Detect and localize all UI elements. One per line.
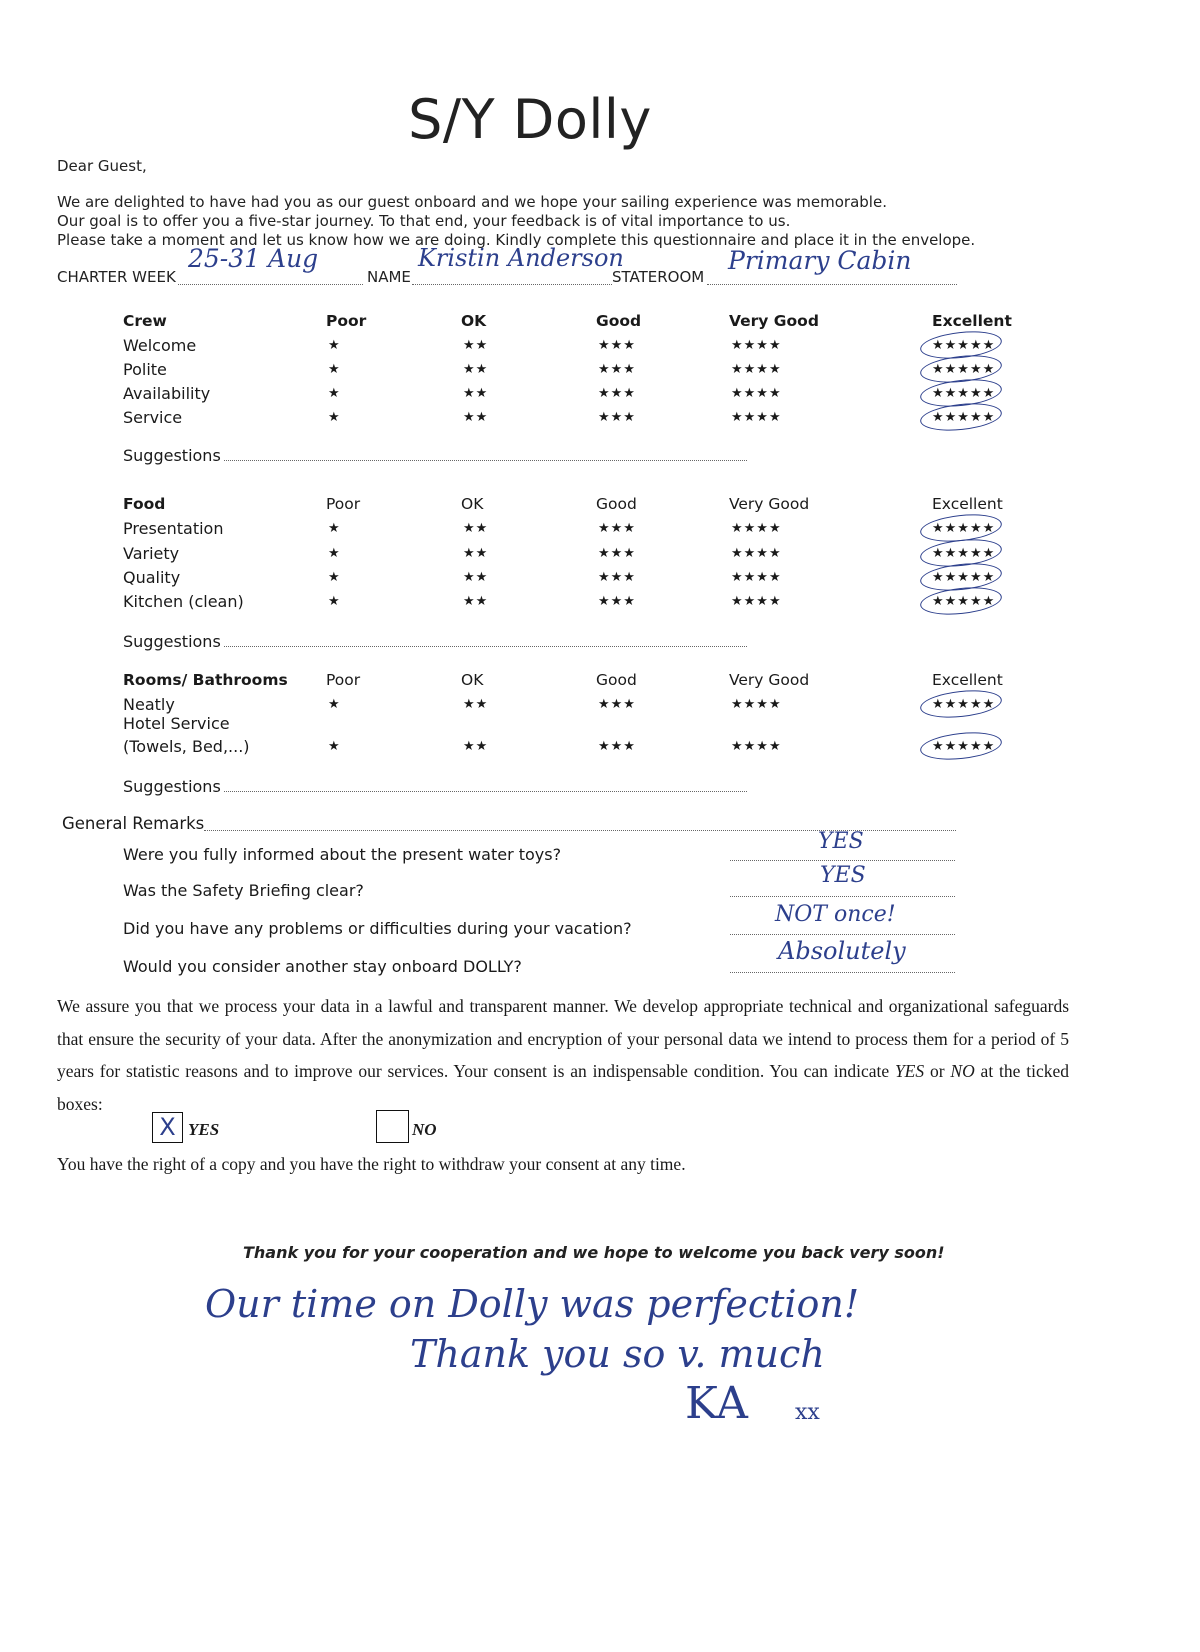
rating-row-label: Polite <box>123 360 167 379</box>
column-header: Good <box>596 671 637 689</box>
section-title: Crew <box>123 312 167 330</box>
rating-option-stars[interactable]: ★★★★ <box>731 386 782 401</box>
rating-option-stars[interactable]: ★★★ <box>598 697 636 712</box>
general-answer[interactable]: YES <box>820 863 866 888</box>
rating-row-label: Hotel Service <box>123 714 230 733</box>
general-answer[interactable]: Absolutely <box>778 937 906 965</box>
rating-option-stars[interactable]: ★★★★ <box>731 521 782 536</box>
handwritten-note-line-2: Thank you so v. much <box>410 1332 825 1376</box>
general-answer-line <box>730 972 955 973</box>
rating-option-stars[interactable]: ★★ <box>463 697 489 712</box>
general-question: Would you consider another stay onboard DOLLY? <box>123 957 522 976</box>
intro-line-3: Please take a moment and let us know how we are doing. Kindly complete this questionnaire and place it in the envelope. <box>57 231 976 249</box>
consent-text-part2: at the ticked boxes: <box>57 1061 1069 1114</box>
consent-or-word: or <box>924 1061 951 1081</box>
rating-option-stars[interactable]: ★★★★★ <box>932 546 996 561</box>
section-title: Food <box>123 495 166 513</box>
consent-text-part1: We assure you that we process your data in a lawful and transparent manner. We develop appropriate technical and organizational safeguards that ensure the security of your data. After the anonymization and encryption of your personal data we intend to process them for a period of 5 years for statistic reasons and to improve our services. Your consent is an indispensable condition. You can indicate <box>57 996 1069 1081</box>
rating-option-stars[interactable]: ★★★ <box>598 546 636 561</box>
greeting: Dear Guest, <box>57 157 147 175</box>
thank-you-text: Thank you for your cooperation and we hope to welcome you back very soon! <box>243 1243 945 1262</box>
rating-row-label-continued: (Towels, Bed,...) <box>123 737 250 756</box>
intro-line-1: We are delighted to have had you as our guest onboard and we hope your sailing experience was memorable. <box>57 193 887 211</box>
column-header: OK <box>461 312 487 330</box>
rating-row-label: Availability <box>123 384 211 403</box>
rating-option-stars[interactable]: ★★★★ <box>731 362 782 377</box>
selected-rating-circle <box>919 687 1003 721</box>
charter-week-label: CHARTER WEEK <box>57 268 176 286</box>
suggestions-input-line[interactable] <box>224 460 747 461</box>
rating-option-stars[interactable]: ★ <box>328 410 341 425</box>
column-header: Poor <box>326 312 367 330</box>
rating-option-stars[interactable]: ★ <box>328 338 341 353</box>
rating-option-stars[interactable]: ★★ <box>463 521 489 536</box>
consent-no-word: NO <box>950 1061 975 1081</box>
column-header: Good <box>596 312 642 330</box>
charter-week-field-line <box>178 284 363 285</box>
consent-paragraph <box>57 990 1069 1120</box>
rating-row-label: Variety <box>123 544 180 563</box>
column-header: Excellent <box>932 312 1012 330</box>
column-header: OK <box>461 671 484 689</box>
rating-option-stars[interactable]: ★★★★ <box>731 546 782 561</box>
suggestions-label: Suggestions <box>123 632 221 651</box>
general-remarks-title: General Remarks <box>62 814 205 833</box>
rating-option-stars[interactable]: ★ <box>328 697 341 712</box>
rating-option-stars[interactable]: ★★★★★ <box>932 594 996 609</box>
rating-option-stars[interactable]: ★★★★★ <box>932 410 996 425</box>
rating-option-stars[interactable]: ★★ <box>463 739 489 754</box>
column-header: Poor <box>326 671 361 689</box>
column-header: Very Good <box>729 312 819 330</box>
general-answer[interactable]: NOT once! <box>775 902 896 927</box>
rating-option-stars[interactable]: ★★ <box>463 338 489 353</box>
column-header: Excellent <box>932 671 1003 689</box>
column-header: OK <box>461 495 484 513</box>
suggestions-label: Suggestions <box>123 777 221 796</box>
rating-option-stars[interactable]: ★★★★★ <box>932 338 996 353</box>
rating-option-stars[interactable]: ★★★ <box>598 386 636 401</box>
rating-row-label: Neatly <box>123 695 175 714</box>
suggestions-input-line[interactable] <box>224 791 747 792</box>
rating-option-stars[interactable]: ★★ <box>463 546 489 561</box>
general-question: Were you fully informed about the present water toys? <box>123 845 562 864</box>
rating-option-stars[interactable]: ★★★★★ <box>932 521 996 536</box>
rating-row-label: Welcome <box>123 336 197 355</box>
stateroom-label: STATEROOM <box>612 268 705 286</box>
rating-option-stars[interactable]: ★ <box>328 570 341 585</box>
rating-option-stars[interactable]: ★ <box>328 386 341 401</box>
rating-option-stars[interactable]: ★ <box>328 739 341 754</box>
rating-option-stars[interactable]: ★★★★ <box>731 338 782 353</box>
handwritten-note-line-1: Our time on Dolly was perfection! <box>205 1282 860 1326</box>
general-question: Was the Safety Briefing clear? <box>123 881 364 900</box>
consent-yes-checkbox[interactable] <box>152 1112 183 1143</box>
rating-option-stars[interactable]: ★★ <box>463 570 489 585</box>
consent-yes-word: YES <box>894 1061 925 1081</box>
column-header: Very Good <box>729 671 810 689</box>
rating-option-stars[interactable]: ★★★ <box>598 739 636 754</box>
rating-option-stars[interactable]: ★★★ <box>598 410 636 425</box>
rating-option-stars[interactable]: ★★★★ <box>731 739 782 754</box>
general-answer-line <box>730 896 955 897</box>
rating-option-stars[interactable]: ★ <box>328 521 341 536</box>
name-field-line <box>412 284 612 285</box>
rating-option-stars[interactable]: ★★ <box>463 594 489 609</box>
rating-row-label: Presentation <box>123 519 224 538</box>
rating-option-stars[interactable]: ★★★★ <box>731 594 782 609</box>
rating-option-stars[interactable]: ★★★★ <box>731 697 782 712</box>
stateroom-value[interactable]: Primary Cabin <box>728 246 912 275</box>
column-header: Very Good <box>729 495 810 513</box>
consent-no-label: NO <box>412 1120 437 1139</box>
rating-option-stars[interactable]: ★ <box>328 362 341 377</box>
rating-option-stars[interactable]: ★★★★★ <box>932 697 996 712</box>
rating-option-stars[interactable]: ★★★★★ <box>932 570 996 585</box>
intro-line-2: Our goal is to offer you a five-star journey. To that end, your feedback is of vital importance to us. <box>57 212 791 230</box>
consent-no-checkbox[interactable] <box>376 1110 409 1143</box>
name-value[interactable]: Kristin Anderson <box>418 244 624 272</box>
selected-rating-circle <box>919 729 1003 763</box>
rating-option-stars[interactable]: ★★ <box>463 410 489 425</box>
general-question: Did you have any problems or difficulties during your vacation? <box>123 919 632 938</box>
rating-option-stars[interactable]: ★★★★★ <box>932 739 996 754</box>
handwritten-signature-kisses: xx <box>795 1400 820 1425</box>
rating-option-stars[interactable]: ★★★★★ <box>932 362 996 377</box>
name-label: NAME <box>367 268 411 286</box>
rating-option-stars[interactable]: ★★★ <box>598 594 636 609</box>
withdraw-text: You have the right of a copy and you have the right to withdraw your consent at any time. <box>57 1154 686 1174</box>
column-header: Excellent <box>932 495 1003 513</box>
rating-row-label: Quality <box>123 568 181 587</box>
rating-row-label: Kitchen (clean) <box>123 592 244 611</box>
rating-option-stars[interactable]: ★ <box>328 546 341 561</box>
charter-week-value[interactable]: 25-31 Aug <box>188 244 319 273</box>
rating-option-stars[interactable]: ★★★ <box>598 521 636 536</box>
section-title: Rooms/ Bathrooms <box>123 671 288 689</box>
suggestions-label: Suggestions <box>123 446 221 465</box>
column-header: Good <box>596 495 637 513</box>
rating-option-stars[interactable]: ★★★★ <box>731 570 782 585</box>
rating-option-stars[interactable]: ★ <box>328 594 341 609</box>
rating-option-stars[interactable]: ★★★★ <box>731 410 782 425</box>
general-answer[interactable]: YES <box>818 829 864 854</box>
general-answer-line <box>730 934 955 935</box>
rating-option-stars[interactable]: ★★★ <box>598 570 636 585</box>
rating-option-stars[interactable]: ★★★★★ <box>932 386 996 401</box>
stateroom-field-line <box>707 284 957 285</box>
handwritten-signature-initials: KA <box>685 1378 748 1429</box>
suggestions-input-line[interactable] <box>224 646 747 647</box>
consent-yes-check-mark: X <box>159 1113 176 1141</box>
rating-option-stars[interactable]: ★★★ <box>598 362 636 377</box>
column-header: Poor <box>326 495 361 513</box>
rating-option-stars[interactable]: ★★ <box>463 386 489 401</box>
general-answer-line <box>730 860 955 861</box>
page-title: S/Y Dolly <box>408 88 652 151</box>
rating-option-stars[interactable]: ★★ <box>463 362 489 377</box>
rating-option-stars[interactable]: ★★★ <box>598 338 636 353</box>
rating-row-label: Service <box>123 408 183 427</box>
consent-yes-label: YES <box>188 1120 220 1139</box>
